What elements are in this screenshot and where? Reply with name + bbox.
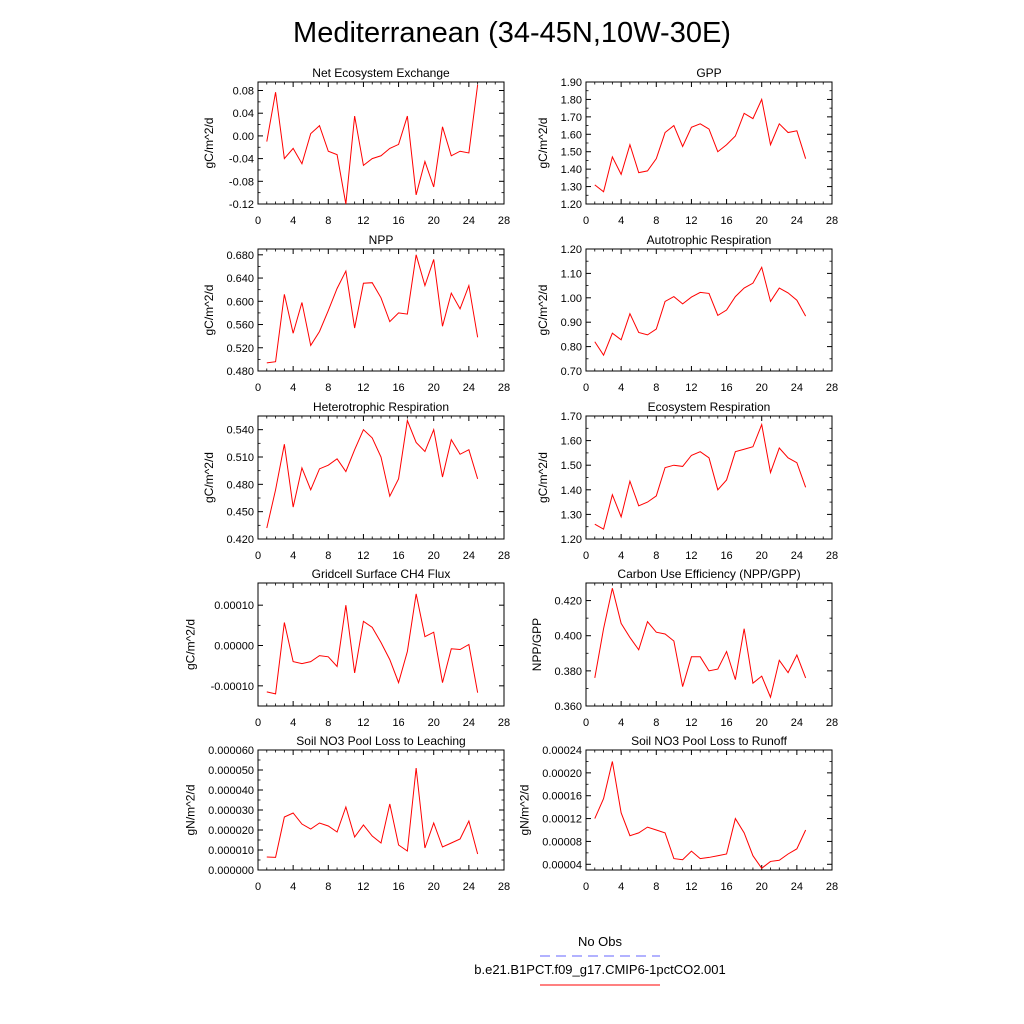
y-axis-label: gN/m^2/d <box>183 784 198 836</box>
y-tick-label: 0.00004 <box>542 859 582 872</box>
y-axis-label: gN/m^2/d <box>517 784 532 836</box>
y-tick-label: 0.000030 <box>208 805 254 817</box>
x-tick-label: 24 <box>790 382 803 394</box>
x-tick-label: 16 <box>392 215 405 227</box>
x-tick-label: 24 <box>462 215 475 227</box>
panel-title: Net Ecosystem Exchange <box>312 66 450 80</box>
y-axis-label: NPP/GPP <box>530 617 544 672</box>
x-tick-label: 16 <box>392 881 405 893</box>
x-tick-label: 12 <box>685 717 698 729</box>
y-tick-label: -0.08 <box>228 176 254 189</box>
y-axis-label: gC/m^2/d <box>536 117 551 169</box>
series-line <box>595 425 806 530</box>
x-tick-label: 20 <box>755 717 768 729</box>
x-tick-label: 28 <box>497 215 511 227</box>
plot-frame <box>586 249 832 371</box>
y-tick-label: 1.20 <box>560 244 582 256</box>
y-tick-label: 0.000010 <box>208 845 254 857</box>
x-tick-label: 8 <box>653 382 660 394</box>
y-tick-label: 0.000040 <box>208 785 254 797</box>
panel-title: Soil NO3 Pool Loss to Leaching <box>296 734 466 748</box>
plot-frame <box>258 82 504 204</box>
y-tick-label: 1.50 <box>560 146 582 159</box>
x-tick-label: 20 <box>755 215 768 227</box>
x-tick-label: 12 <box>685 550 698 562</box>
y-tick-label: 0.360 <box>554 701 582 713</box>
x-tick-label: 28 <box>497 881 511 893</box>
plot-frame <box>258 750 504 870</box>
y-tick-label: 0.450 <box>226 506 254 519</box>
legend-label-no-obs: No Obs <box>577 934 623 949</box>
y-tick-label: 0.540 <box>226 424 254 437</box>
legend-label-model-run: b.e21.B1PCT.f09_g17.CMIP6-1pctCO2.001 <box>474 962 726 977</box>
y-tick-label: 0.00016 <box>542 790 582 803</box>
y-tick-label: 1.50 <box>560 460 582 473</box>
y-tick-label: 1.20 <box>560 199 582 211</box>
panel-title: Soil NO3 Pool Loss to Runoff <box>631 734 787 748</box>
panel-carbon-use-efficiency-npp-gpp <box>530 567 838 729</box>
y-tick-label: 0.70 <box>560 366 582 378</box>
x-tick-label: 28 <box>497 717 511 729</box>
y-tick-label: 0.640 <box>226 273 254 286</box>
x-tick-label: 16 <box>720 215 733 227</box>
y-axis-label: gC/m^2/d <box>202 452 216 503</box>
x-tick-label: 28 <box>825 717 839 729</box>
y-tick-label: 0.400 <box>554 630 582 643</box>
x-tick-label: 4 <box>290 215 297 227</box>
panel-title: NPP <box>368 233 394 247</box>
x-tick-label: 24 <box>462 881 475 893</box>
panel-soil-no3-pool-loss-to-runoff <box>518 734 839 893</box>
x-tick-label: 16 <box>392 717 405 729</box>
y-tick-label: 0.480 <box>226 366 254 378</box>
y-tick-label: 0.00012 <box>542 813 582 826</box>
x-tick-label: 0 <box>254 881 262 893</box>
x-tick-label: 20 <box>427 717 440 729</box>
x-tick-label: 24 <box>462 382 475 394</box>
x-tick-label: 4 <box>290 550 297 562</box>
y-tick-label: 1.30 <box>560 181 582 194</box>
x-tick-label: 28 <box>497 550 511 562</box>
x-tick-label: 24 <box>790 717 803 729</box>
x-tick-label: 16 <box>392 550 405 562</box>
series-line <box>595 267 806 355</box>
y-tick-label: 1.40 <box>560 164 582 177</box>
series-line <box>267 421 478 529</box>
panel-ecosystem-respiration <box>536 400 838 562</box>
x-tick-label: 12 <box>357 550 370 562</box>
x-tick-label: 24 <box>462 717 475 729</box>
figure-title: Mediterranean (34-45N,10W-30E) <box>293 17 731 49</box>
y-tick-label: 0.000060 <box>208 745 254 757</box>
x-tick-label: 0 <box>582 215 590 227</box>
panel-title: Ecosystem Respiration <box>647 400 771 414</box>
y-tick-label: -0.12 <box>228 199 254 211</box>
series-line <box>267 85 478 204</box>
y-axis-label: gC/m^2/d <box>536 452 551 503</box>
x-tick-label: 12 <box>685 881 698 893</box>
y-axis-label: gC/m^2/d <box>202 117 216 169</box>
x-tick-label: 16 <box>720 382 733 394</box>
y-axis-label: gC/m^2/d <box>536 284 551 336</box>
x-tick-label: 12 <box>357 382 370 394</box>
panel-soil-no3-pool-loss-to-leaching <box>183 734 510 893</box>
plot-frame <box>258 583 504 706</box>
panel-net-ecosystem-exchange <box>202 66 510 227</box>
plot-frame <box>586 82 832 204</box>
panel-heterotrophic-respiration <box>202 400 510 562</box>
y-tick-label: 0.00024 <box>542 745 582 757</box>
x-tick-label: 28 <box>825 215 839 227</box>
x-tick-label: 0 <box>582 717 590 729</box>
x-tick-label: 8 <box>325 382 332 394</box>
y-tick-label: 0.08 <box>232 85 254 98</box>
legend <box>474 934 725 985</box>
y-tick-label: 1.40 <box>560 484 582 497</box>
x-tick-label: 12 <box>685 215 698 227</box>
x-tick-label: 28 <box>825 382 839 394</box>
y-tick-label: 0.00000 <box>214 640 254 653</box>
x-tick-label: 4 <box>618 215 625 227</box>
series-line <box>267 768 478 857</box>
x-tick-label: 20 <box>427 550 440 562</box>
x-tick-label: 8 <box>653 881 660 893</box>
x-tick-label: 24 <box>790 881 803 893</box>
y-tick-label: 0.480 <box>226 479 254 492</box>
x-tick-label: 20 <box>755 881 768 893</box>
panels-group <box>183 66 838 893</box>
y-tick-label: 0.560 <box>226 319 254 332</box>
y-tick-label: -0.04 <box>228 153 254 166</box>
x-tick-label: 24 <box>790 215 803 227</box>
x-tick-label: 8 <box>653 550 660 562</box>
y-tick-label: 0.600 <box>226 296 254 309</box>
x-tick-label: 24 <box>462 550 475 562</box>
panel-title: Heterotrophic Respiration <box>312 400 450 414</box>
x-tick-label: 4 <box>618 881 625 893</box>
panel-title: Autotrophic Respiration <box>646 233 772 247</box>
x-tick-label: 20 <box>427 881 440 893</box>
y-tick-label: 1.90 <box>560 77 582 89</box>
plot-frame <box>258 416 504 539</box>
y-tick-label: 0.000020 <box>208 825 254 837</box>
y-tick-label: 0.420 <box>554 595 582 608</box>
panel-gpp <box>536 66 838 227</box>
x-tick-label: 8 <box>653 717 660 729</box>
x-tick-label: 0 <box>582 881 590 893</box>
y-tick-label: 0.520 <box>226 342 254 355</box>
x-tick-label: 20 <box>427 382 440 394</box>
x-tick-label: 4 <box>618 550 625 562</box>
x-tick-label: 0 <box>582 550 590 562</box>
x-tick-label: 20 <box>755 382 768 394</box>
x-tick-label: 0 <box>582 382 590 394</box>
x-tick-label: 4 <box>290 881 297 893</box>
y-tick-label: 0.00 <box>232 130 254 143</box>
y-tick-label: 1.10 <box>560 268 582 281</box>
panel-npp <box>202 233 510 394</box>
x-tick-label: 0 <box>254 550 262 562</box>
series-line <box>595 761 806 868</box>
x-tick-label: 28 <box>825 550 839 562</box>
y-tick-label: 0.510 <box>226 452 254 464</box>
x-tick-label: 12 <box>685 382 698 394</box>
y-tick-label: 0.420 <box>226 534 254 546</box>
plot-frame <box>586 750 832 870</box>
x-tick-label: 8 <box>653 215 660 227</box>
x-tick-label: 16 <box>720 550 733 562</box>
y-tick-label: 0.00020 <box>542 767 582 780</box>
x-tick-label: 12 <box>357 215 370 227</box>
y-tick-label: 1.60 <box>560 435 582 448</box>
y-tick-label: 1.80 <box>560 94 582 107</box>
y-tick-label: 1.30 <box>560 509 582 522</box>
series-line <box>267 594 478 694</box>
y-tick-label: 1.70 <box>560 411 582 423</box>
x-tick-label: 4 <box>290 717 297 729</box>
y-tick-label: 0.00010 <box>214 600 254 613</box>
x-tick-label: 4 <box>290 382 297 394</box>
x-tick-label: 20 <box>755 550 768 562</box>
x-tick-label: 16 <box>720 717 733 729</box>
x-tick-label: 12 <box>357 717 370 729</box>
panel-title: GPP <box>696 66 722 80</box>
y-tick-label: 0.000000 <box>208 865 254 877</box>
y-tick-label: 0.90 <box>560 317 582 330</box>
panel-title: Carbon Use Efficiency (NPP/GPP) <box>617 567 801 581</box>
plot-frame <box>586 416 832 539</box>
x-tick-label: 16 <box>720 881 733 893</box>
panel-title: Gridcell Surface CH4 Flux <box>311 567 451 581</box>
y-tick-label: 0.000050 <box>208 765 254 777</box>
x-tick-label: 4 <box>618 717 625 729</box>
y-tick-label: 1.60 <box>560 129 582 142</box>
x-tick-label: 24 <box>790 550 803 562</box>
y-axis-label: gC/m^2/d <box>202 284 216 336</box>
panel-gridcell-surface-ch4-flux <box>183 567 510 729</box>
series-line <box>595 588 806 697</box>
y-axis-label: gC/m^2/d <box>183 619 198 670</box>
y-tick-label: 0.680 <box>226 249 254 262</box>
x-tick-label: 4 <box>618 382 625 394</box>
panel-autotrophic-respiration <box>536 233 838 394</box>
x-tick-label: 0 <box>254 215 262 227</box>
x-tick-label: 16 <box>392 382 405 394</box>
x-tick-label: 20 <box>427 215 440 227</box>
y-tick-label: 0.04 <box>232 108 254 121</box>
series-line <box>595 99 806 191</box>
x-tick-label: 8 <box>325 550 332 562</box>
y-tick-label: 1.00 <box>560 292 582 305</box>
plot-frame <box>258 249 504 371</box>
x-tick-label: 8 <box>325 717 332 729</box>
x-tick-label: 8 <box>325 215 332 227</box>
x-tick-label: 28 <box>497 382 511 394</box>
x-tick-label: 8 <box>325 881 332 893</box>
x-tick-label: 0 <box>254 382 262 394</box>
series-line <box>267 255 478 363</box>
plot-frame <box>586 583 832 706</box>
y-tick-label: 1.20 <box>560 534 582 546</box>
y-tick-label: 0.80 <box>560 341 582 354</box>
y-tick-label: -0.00010 <box>210 680 254 693</box>
x-tick-label: 0 <box>254 717 262 729</box>
y-tick-label: 0.00008 <box>542 836 582 849</box>
x-tick-label: 12 <box>357 881 370 893</box>
y-tick-label: 0.380 <box>554 665 582 678</box>
y-tick-label: 1.70 <box>560 111 582 124</box>
x-tick-label: 28 <box>825 881 839 893</box>
